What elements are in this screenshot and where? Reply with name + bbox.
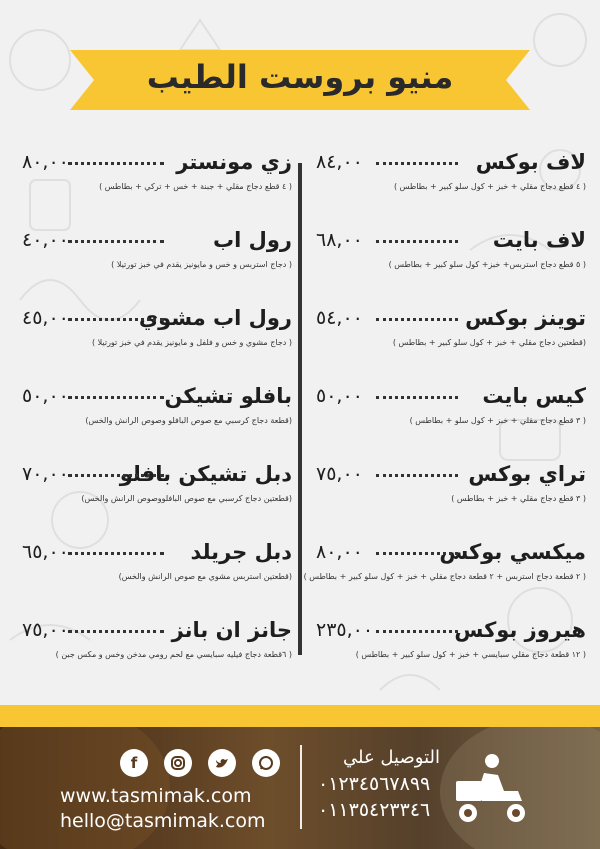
delivery-label: التوصيل علي [343,747,440,768]
dotted-leader [376,552,458,555]
menu-item [22,228,292,306]
menu-item-name: رول اب [213,228,292,252]
menu-item-line [316,462,586,496]
menu-item-name: دبل جريلد [190,540,292,564]
delivery-scooter-icon [452,751,532,829]
menu-item-line [22,306,292,340]
dotted-leader [376,630,458,633]
menu-item-price: ٦٨,٠٠ [316,229,363,251]
menu-item-description: ( ٢ قطعة دجاج استربس + ٢ قطعة دجاج مقلي + خبز + كول سلو كبير + بطاطس ) [303,572,586,581]
menu-column-right [303,150,586,696]
menu-item-line [22,462,292,496]
facebook-icon[interactable]: f [120,749,148,777]
menu-item-price: ٢٣٥,٠٠ [316,619,374,641]
menu-item-name: كيس بايت [482,384,586,408]
menu-item [316,306,586,384]
menu-item [316,462,586,540]
menu-item-price: ٨٠,٠٠ [22,151,69,173]
menu-item-name: ميكسي بوكس [439,540,586,564]
dotted-leader [376,318,458,321]
dotted-leader [68,240,164,243]
menu-item-price: ٥٠,٠٠ [316,385,363,407]
menu-item-description: ( ٤ قطع دجاج مقلي + خبز + كول سلو كبير + بطاطس ) [394,182,586,191]
page-title: منيو بروست الطيب [146,58,454,96]
menu-item [316,150,586,228]
menu-item-name: دبل تشيكن بافلو [119,462,292,486]
menu-item-price: ٧٥,٠٠ [316,463,363,485]
menu-item-description: ( ١٢ قطعة دجاج مقلي سبايسي + خبز + كول سلو كبير + بطاطس ) [355,650,586,659]
dotted-leader [376,240,458,243]
menu-item-name: لاف بوكس [475,150,586,174]
dotted-leader [68,162,164,165]
menu-item-line [22,618,292,652]
menu-item-description: ( ٣ قطع دجاج مقلي + خبز + كول سلو + بطاطس ) [409,416,586,425]
menu-item-price: ٤٥,٠٠ [22,307,69,329]
menu-item-line [316,384,586,418]
column-divider [298,163,302,655]
menu-item-description: (قطعة دجاج كرسبي مع صوص البافلو وصوص الرانش والخس) [85,416,292,425]
footer [0,727,600,849]
dotted-leader [68,474,164,477]
email-link[interactable]: hello@tasmimak.com [60,810,266,832]
menu-item-name: توينز بوكس [465,306,586,330]
menu-item-description: ( ٤ قطع دجاج مقلي + جبنة + خس + تركي + بطاطس ) [99,182,292,191]
menu-item [303,540,586,618]
menu-item-name: بافلو تشيكن [164,384,292,408]
menu-item [22,540,292,618]
menu-item [316,384,586,462]
menu-item-name: تراي بوكس [468,462,586,486]
menu-item [22,384,292,462]
menu-item-line [22,540,292,574]
menu-item-price: ٥٠,٠٠ [22,385,69,407]
menu-item-line [316,228,586,262]
menu-item-line [316,306,586,340]
menu-item-description: ( ٦قطعة دجاج فيليه سبايسي مع لحم رومي مدخن وخس و مكس جبن ) [55,650,292,659]
yellow-strip [0,705,600,727]
menu-item [22,618,292,696]
menu-item-price: ٦٥,٠٠ [22,541,69,563]
whatsapp-icon[interactable] [252,749,280,777]
menu-item-price: ٨٤,٠٠ [316,151,363,173]
dotted-leader [376,162,458,165]
menu-item-price: ٤٠,٠٠ [22,229,69,251]
instagram-icon[interactable] [164,749,192,777]
menu-item [22,306,292,384]
phone-number-1[interactable]: ٠١٢٣٤٥٦٧٨٩٩ [318,773,431,795]
dotted-leader [68,552,164,555]
dotted-leader [68,396,164,399]
menu-item [316,618,586,696]
dotted-leader [376,474,458,477]
dotted-leader [68,318,164,321]
dotted-leader [376,396,458,399]
social-links [120,749,280,777]
menu-item-name: جانز ان بانز [171,618,292,642]
menu-item [22,462,292,540]
menu-item-line [316,618,586,652]
menu-item-line [316,540,586,574]
menu-column-left [22,150,292,696]
menu-item-description: ( دجاج مشوي و خس و فلفل و مايونيز يقدم في خبز تورتيلا ) [91,338,292,347]
menu-item-price: ٥٤,٠٠ [316,307,363,329]
menu-item-price: ٨٠,٠٠ [316,541,363,563]
footer-divider [300,745,302,829]
website-link[interactable]: www.tasmimak.com [60,785,252,807]
menu-item-name: رول اب مشوي [138,306,292,330]
menu-item-description: (قطعتين دجاج كرسبي مع صوص البافلووصوص الرانش والخس) [81,494,292,503]
menu-item-description: (قطعتين استربس مشوي مع صوص الرانش والخس) [118,572,292,581]
menu-item-description: (قطعتين دجاج مقلي + خبز + كول سلو كبير + بطاطس ) [392,338,586,347]
menu-item-line [316,150,586,184]
menu-item [22,150,292,228]
menu-item-name: زي مونستر [176,150,292,174]
menu-item-line [22,150,292,184]
menu-item-line [22,228,292,262]
dotted-leader [68,630,164,633]
menu-item-name: هيروز بوكس [454,618,586,642]
menu-item-description: ( ٥ قطع دجاج استربس+ خبز+ كول سلو كبير + بطاطس ) [388,260,586,269]
menu-item-price: ٧٠,٠٠ [22,463,69,485]
phone-number-2[interactable]: ٠١١٣٥٤٢٣٣٤٦ [318,799,431,821]
title-banner [70,42,530,118]
menu-item [316,228,586,306]
menu-item-price: ٧٥,٠٠ [22,619,69,641]
twitter-icon[interactable] [208,749,236,777]
menu-item-description: ( دجاج استربس و خس و مايونيز يقدم في خبز تورتيلا ) [111,260,292,269]
menu-item-name: لاف بايت [492,228,586,252]
menu-item-description: ( ٣ قطع دجاج مقلي + خبز + بطاطس ) [451,494,586,503]
menu-item-line [22,384,292,418]
